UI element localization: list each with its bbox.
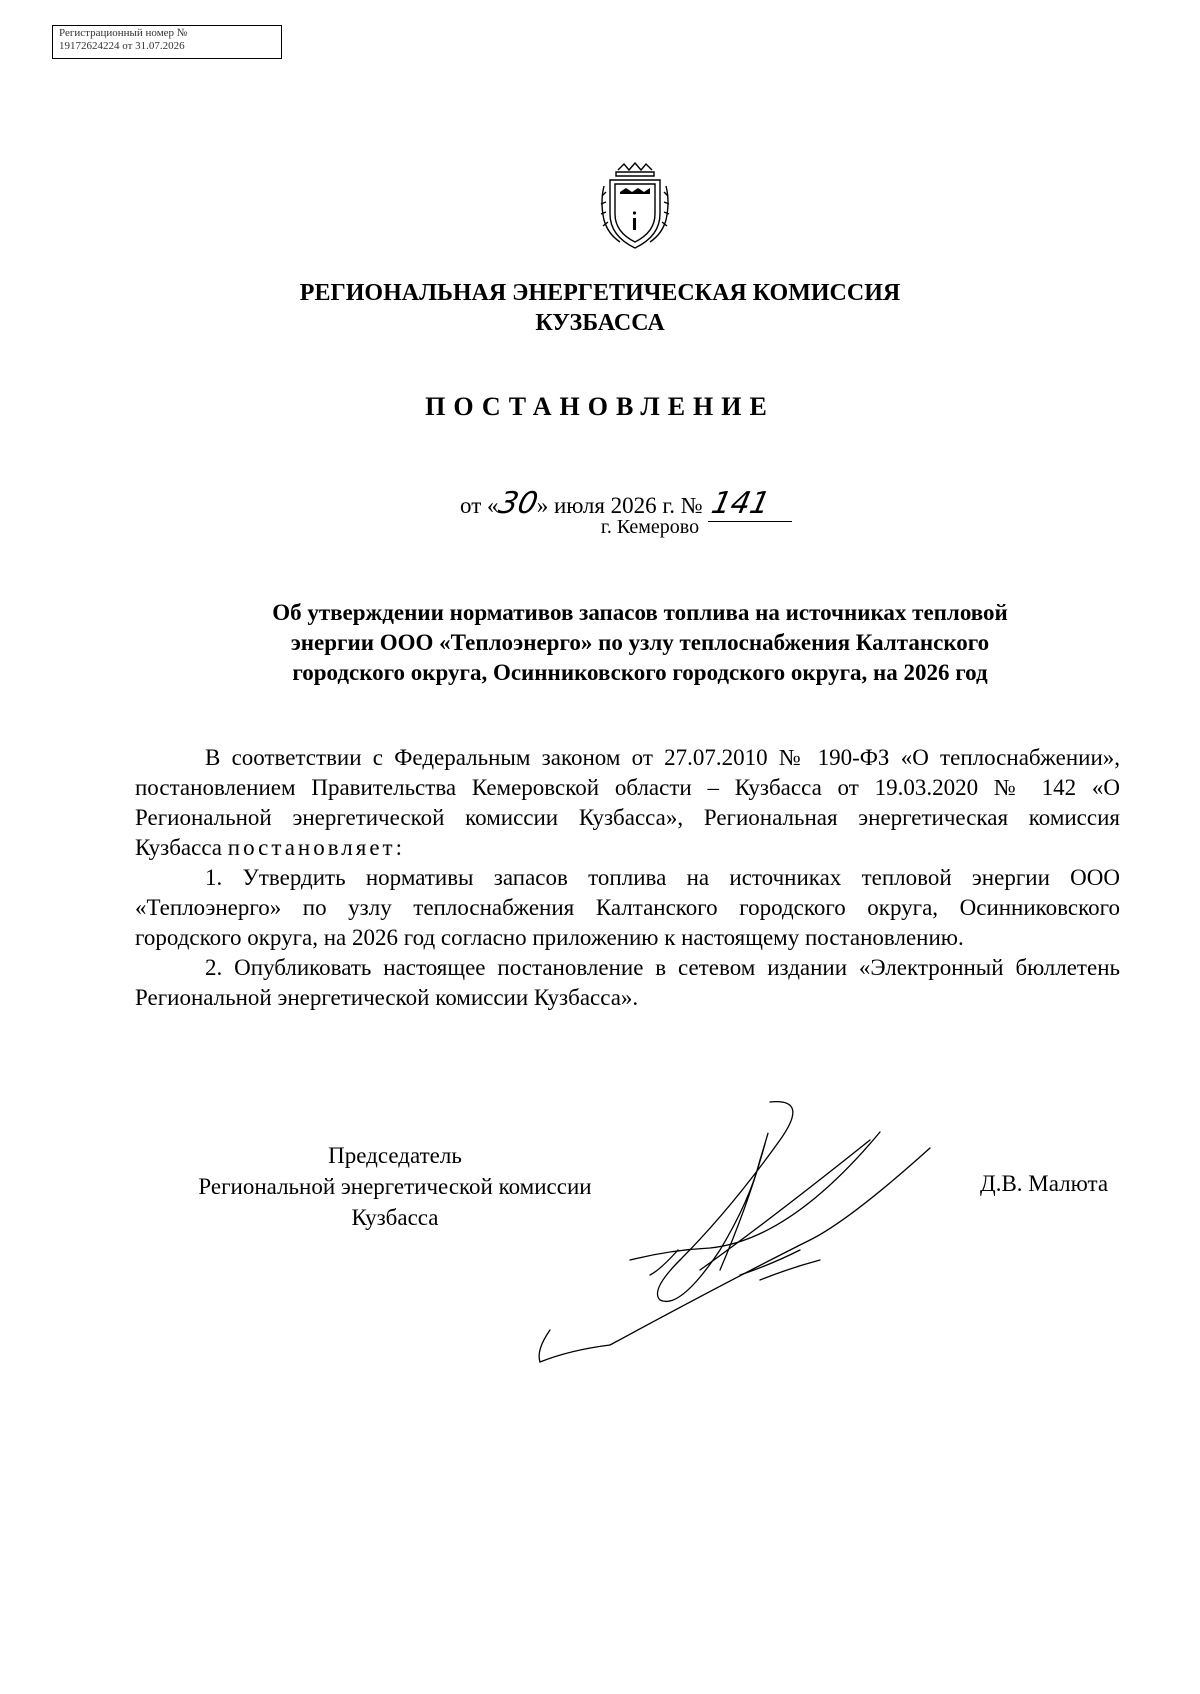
decree-word: постановляет:: [227, 835, 405, 860]
registration-stamp-line2: 19172624224 от 31.07.2026: [59, 40, 185, 52]
registration-stamp-line1: Регистрационный номер №: [59, 27, 188, 39]
document-subject: [180, 598, 1100, 688]
subject-line3: городского округа, Осинниковского городского округа, на 2026 год: [292, 660, 988, 685]
registration-stamp: [52, 25, 282, 59]
body-preamble: [135, 743, 1120, 863]
handwritten-signature: [510, 1100, 970, 1400]
organization-name-line1: РЕГИОНАЛЬНАЯ ЭНЕРГЕТИЧЕСКАЯ КОМИССИЯ: [299, 280, 901, 306]
signer-title-line3: Кузбасса: [351, 1205, 439, 1230]
signer-title-line1: Председатель: [328, 1143, 462, 1168]
organization-name: [0, 278, 1200, 338]
date-prefix: от «: [460, 493, 499, 518]
coat-of-arms-icon: [596, 162, 674, 252]
document-body: [135, 743, 1120, 1013]
preamble-text: В соответствии с Федеральным законом от 27.07.2010 № 190-ФЗ «О теплоснабжении», постановлением Правительства Кемеровской области – Кузбасса от 19.03.2020 № 142 «О Региональной энергетической комиссии Кузбасса», Региональная энергетическая комиссия Кузбасса: [135, 745, 1120, 860]
date-middle: » июля 2026 г. №: [536, 493, 703, 518]
body-item-1: 1. Утвердить нормативы запасов топлива на источниках тепловой энергии ООО «Теплоэнерго» по узлу теплоснабжения Калтанского городского округа, Осинниковского городского округа, на 2026 год согласно приложению к настоящему постановлению.: [135, 865, 1120, 950]
signer-name: Д.В. Малюта: [980, 1171, 1109, 1196]
document-city: г. Кемерово: [600, 516, 700, 538]
date-day-handwritten: 30: [494, 486, 541, 521]
document-type: ПОСТАНОВЛЕНИЕ: [425, 392, 775, 421]
body-item-2: 2. Опубликовать настоящее постановление в сетевом издании «Электронный бюллетень Региональной энергетической комиссии Кузбасса».: [135, 955, 1120, 1010]
subject-line1: Об утверждении нормативов запасов топлива на источниках тепловой: [272, 600, 1008, 625]
document-number-handwritten: 141: [708, 486, 774, 521]
signer-title-line2: Региональной энергетической комиссии: [198, 1174, 592, 1199]
subject-line2: энергии ООО «Теплоэнерго» по узлу теплоснабжения Калтанского: [290, 630, 990, 655]
organization-name-line2: КУЗБАССА: [535, 310, 665, 336]
